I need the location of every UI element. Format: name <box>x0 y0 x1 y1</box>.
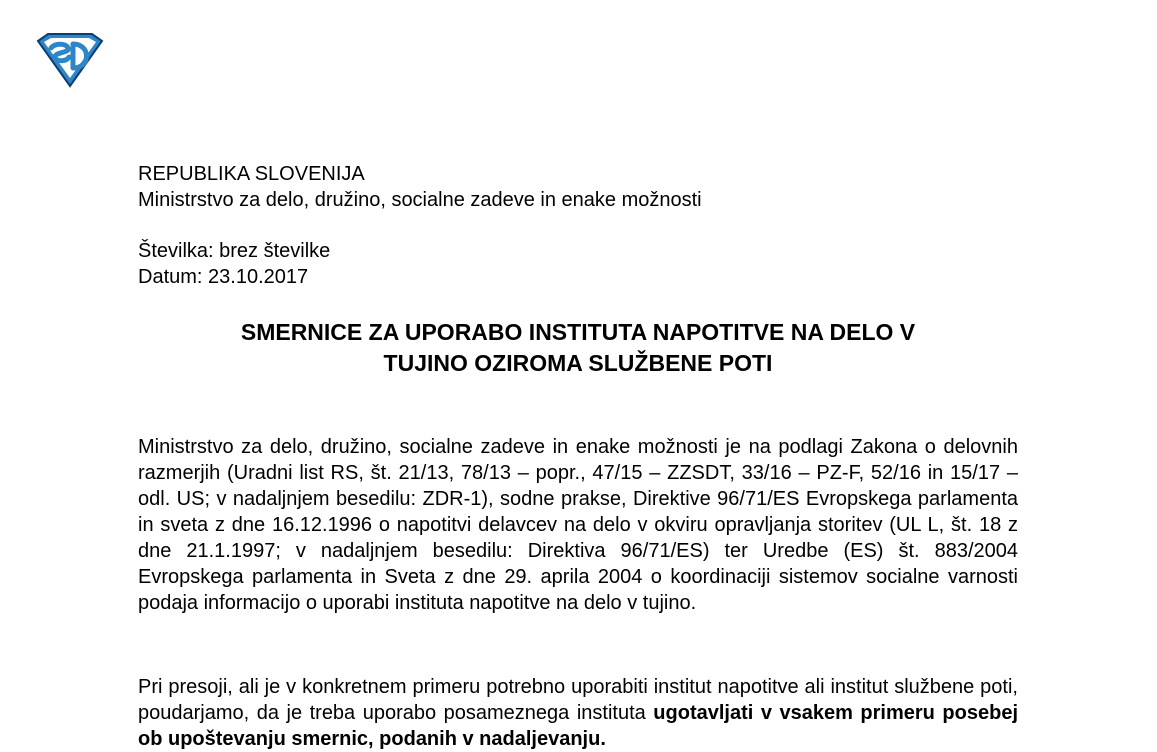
title-line-1: SMERNICE ZA UPORABO INSTITUTA NAPOTITVE NA DELO V <box>240 319 916 345</box>
document-date: Datum: 23.10.2017 <box>138 266 309 288</box>
paragraph-1: Ministrstvo za delo, družino, socialne zadeve in enake možnosti je na podlagi Zakona o delovnih razmerjih (Uradni list RS, št. 21/13, 78/13 – popr., 47/15 – ZZSDT, 33/16 – PZ-F, 52/16 in 15/17 – odl. US; v nadaljnjem besedilu: ZDR-1), sodne prakse, Direktive 96/71/ES Evropskega parlamenta in sveta z dne 16.12.1996 o napotitvi delavcev na delo v okviru opravljanja storitev (UL L, št. 18 z dne 21.1.1997; v nadaljnjem besedilu: Direktiva 96/71/ES) ter Uredbe (ES) št. 883/2004 Evropskega parlamenta in Sveta z dne 29. aprila 2004 o koordinaciji sistemov socialne varnosti podaja informacijo o uporabi instituta napotitve na delo v tujino. <box>138 436 1018 614</box>
ministry-name: Ministrstvo za delo, družino, socialne zadeve in enake možnosti <box>138 189 702 211</box>
paragraph-2-emphasis: ugotavljati v vsakem primeru posebej ob upoštevanju smernic, podanih v nadaljevanju. <box>138 702 1019 750</box>
document-title <box>138 317 1018 379</box>
paragraph-2 <box>138 674 1018 752</box>
paragraph-2-text: Pri presoji, ali je v konkretnem primeru potrebno uporabiti institut napotitve ali institut službene poti, poudarjamo, da je treba uporabo posameznega instituta <box>138 676 1018 724</box>
document-number: Številka: brez številke <box>138 240 331 262</box>
ministry-logo-icon <box>33 32 107 88</box>
title-line-2: TUJINO OZIROMA SLUŽBENE POTI <box>383 350 773 376</box>
organization-name: REPUBLIKA SLOVENIJA <box>138 163 365 185</box>
